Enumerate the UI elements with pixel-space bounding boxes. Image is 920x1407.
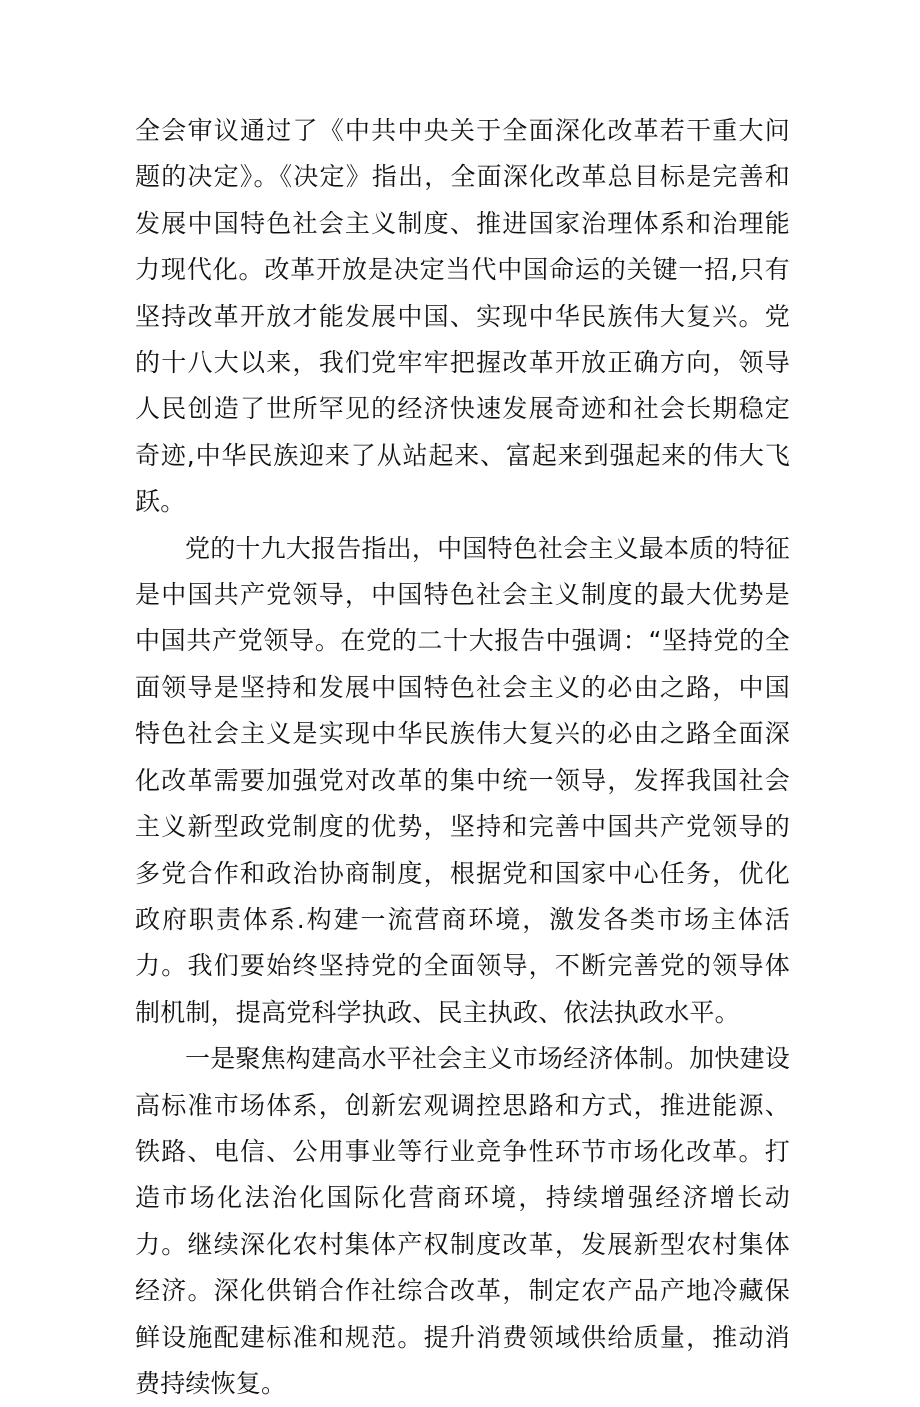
paragraph-2: 党的十九大报告指出，中国特色社会主义最本质的特征是中国共产党领导，中国特色社会主义制度的最大优势是中国共产党领导。在党的二十大报告中强调：“坚持党的全面领导是坚持和发展中国特色社会主义的必由之路，中国特色社会主义是实现中华民族伟大复兴的必由之路全面深化改革需要加强党对改革的集中统一领导，发挥我国社会主义新型政党制度的优势，坚持和完善中国共产党领导的多党合作和政治协商制度，根据党和国家中心任务，优化政府职责体系.构建一流营商环境，激发各类市场主体活力。我们要始终坚持党的全面领导，不断完善党的领导体制机制，提高党科学执政、民主执政、依法执政水平。 — [135, 533, 790, 1027]
document-body — [135, 108, 790, 1407]
paragraph-3: 一是聚焦构建高水平社会主义市场经济体制。加快建设高标准市场体系，创新宏观调控思路和方式，推进能源、铁路、电信、公用事业等行业竞争性环节市场化改革。打造市场化法治化国际化营商环境，持续增强经济增长动力。继续深化农村集体产权制度改革，发展新型农村集体经济。深化供销合作社综合改革，制定农产品产地冷藏保鲜设施配建标准和规范。提升消费领域供给质量，推动消费持续恢复。 — [135, 1044, 790, 1398]
paragraph-1: 全会审议通过了《中共中央关于全面深化改革若干重大问题的决定》。《决定》指出，全面深化改革总目标是完善和发展中国特色社会主义制度、推进国家治理体系和治理能力现代化。改革开放是决定当代中国命运的关键一招,只有坚持改革开放才能发展中国、实现中华民族伟大复兴。党的十八大以来，我们党牢牢把握改革开放正确方向，领导人民创造了世所罕见的经济快速发展奇迹和社会长期稳定奇迹,中华民族迎来了从站起来、富起来到强起来的伟大飞跃。 — [135, 116, 790, 517]
